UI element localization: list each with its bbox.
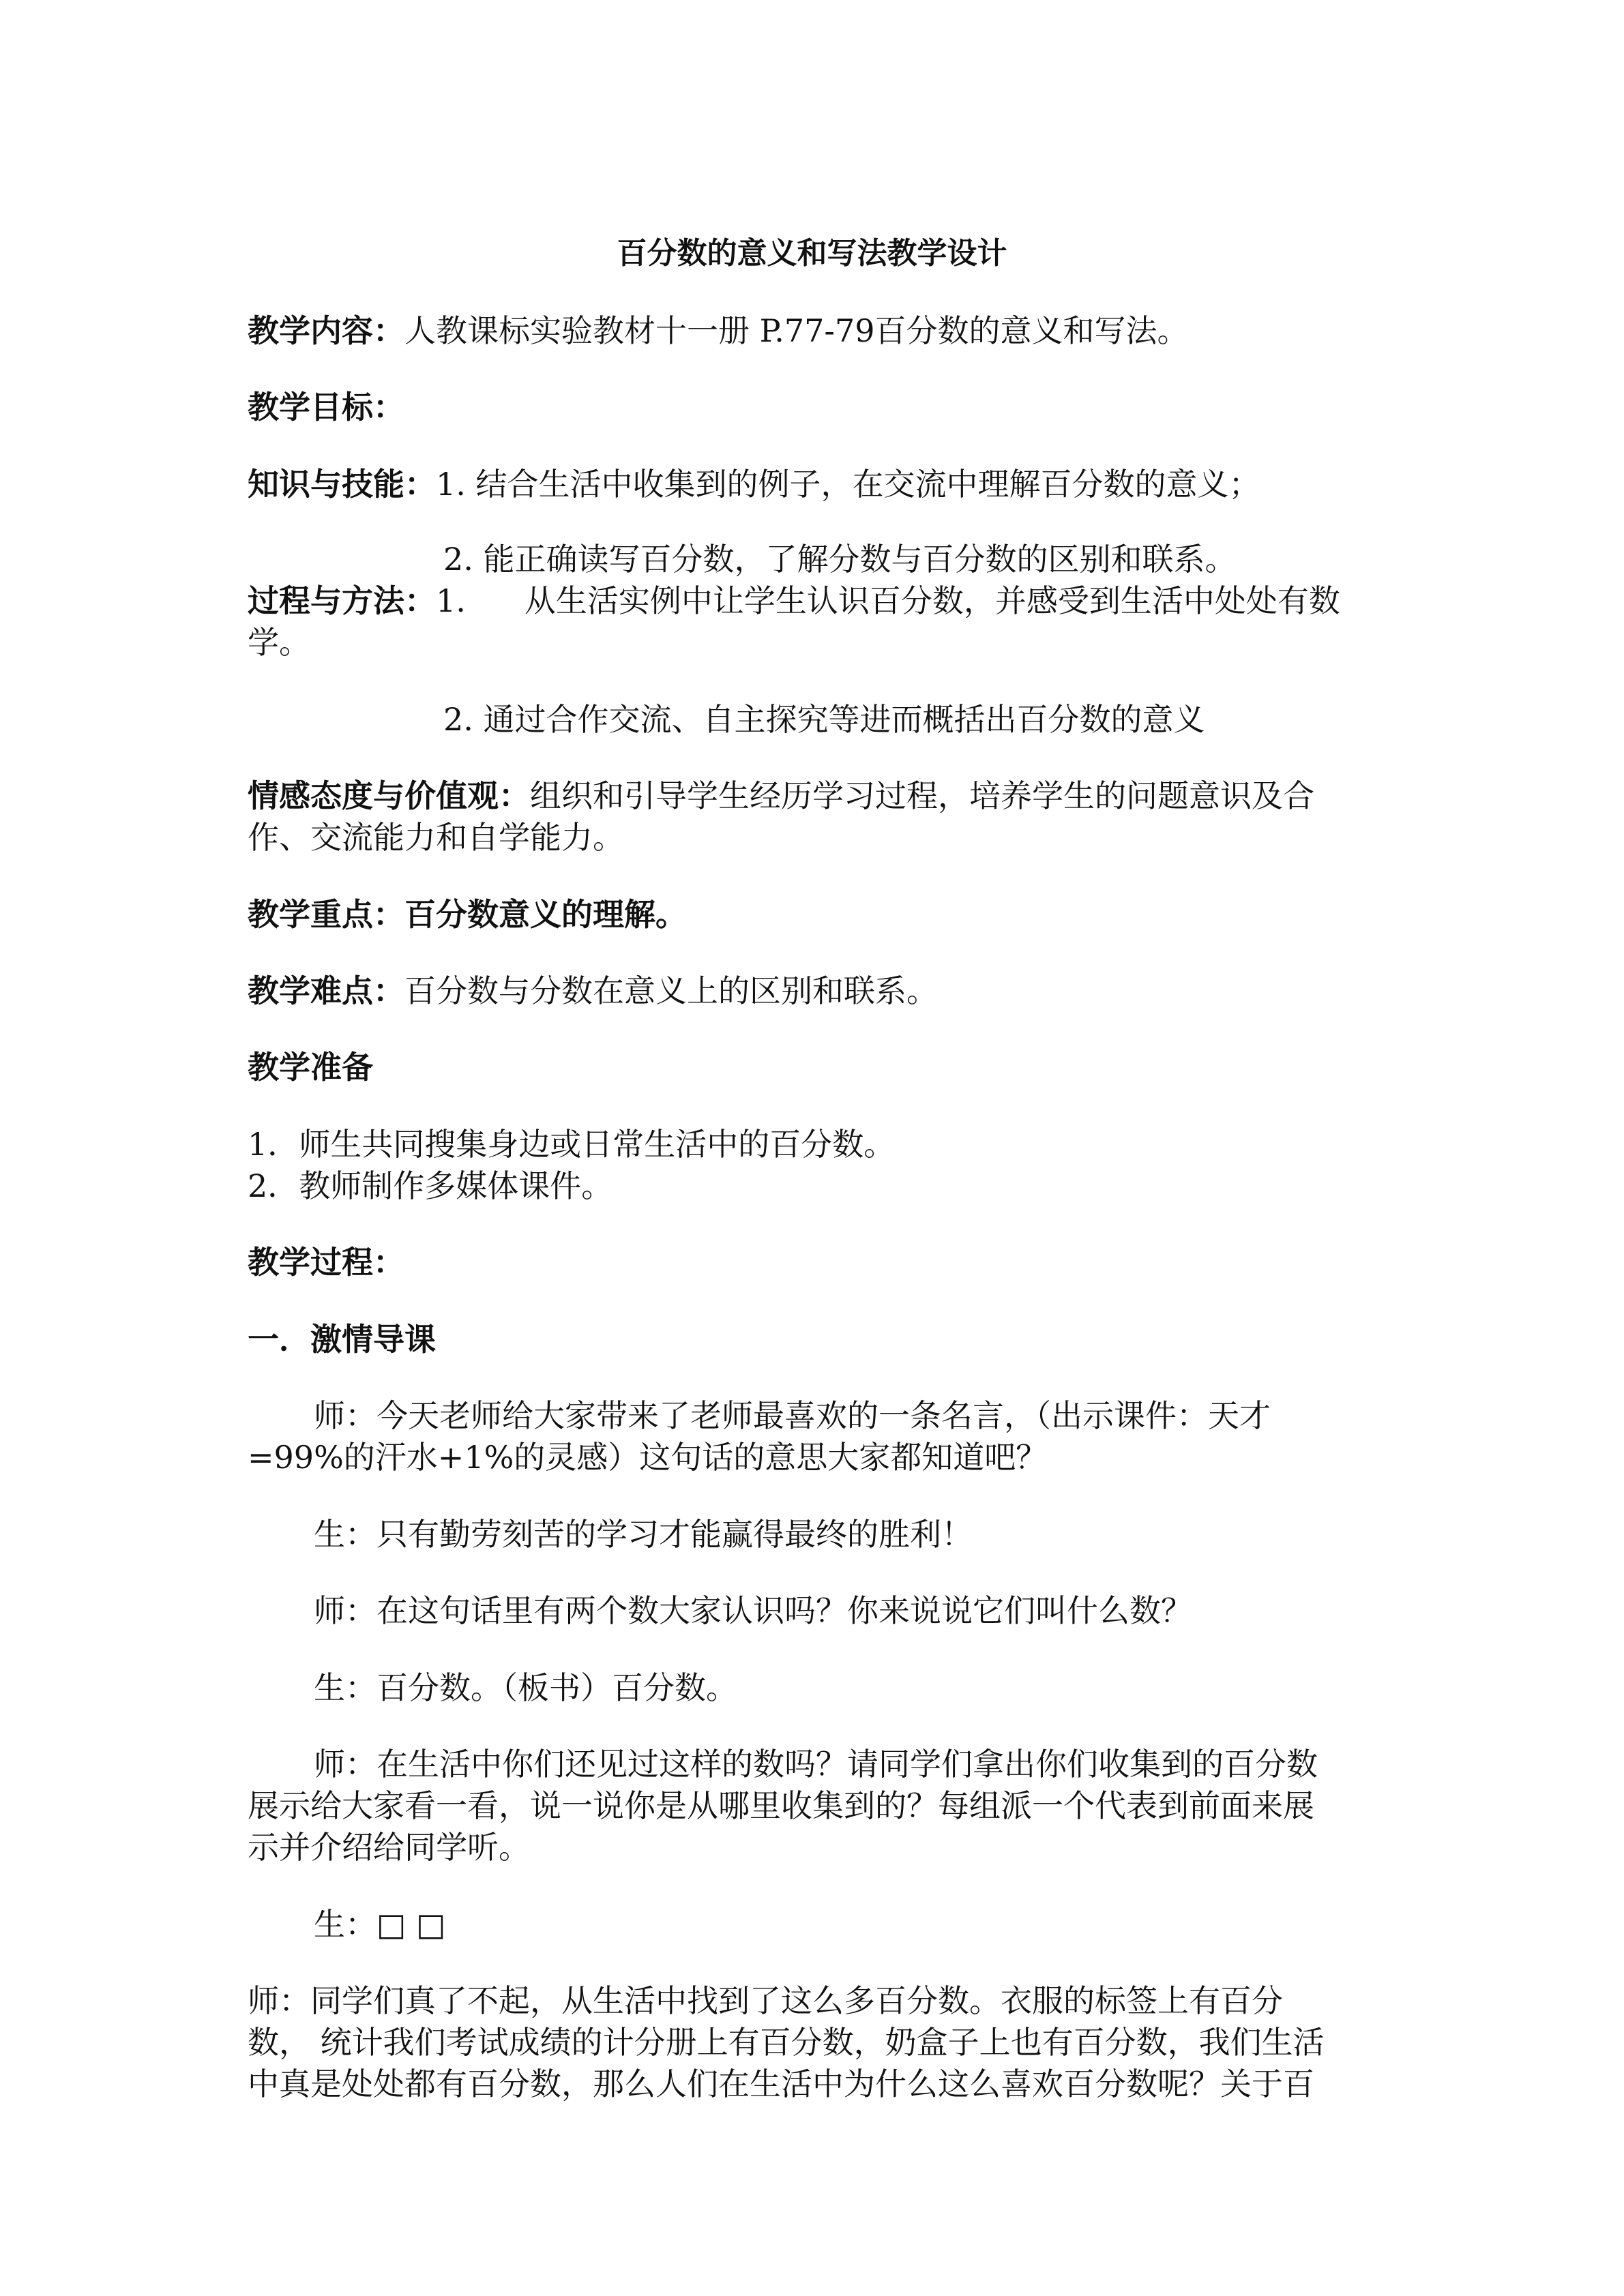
dialogue-paragraph-3: 师：在这句话里有两个数大家认识吗？你来说说它们叫什么数？ bbox=[314, 1592, 1192, 1629]
emotion-values bbox=[248, 775, 1393, 816]
emotion-values-label: 情感态度与价值观： bbox=[248, 777, 530, 814]
key-point-text: 百分数意义的理解。 bbox=[404, 896, 687, 933]
section-1-heading: 一．激情导课 bbox=[248, 1321, 436, 1358]
process-heading: 教学过程： bbox=[248, 1244, 404, 1281]
dialogue-paragraph-6: 生：□ □ bbox=[314, 1906, 446, 1943]
teaching-content-text: 人教课标实验教材十一册 P.77-79百分数的意义和写法。 bbox=[404, 312, 1189, 349]
objectives-heading: 教学目标： bbox=[248, 389, 404, 426]
dialogue-paragraph-1: 师：今天老师给大家带来了老师最喜欢的一条名言，（出示课件：天才 bbox=[314, 1397, 1271, 1434]
knowledge-skills-item-2: 2. 能正确读写百分数，了解分数与百分数的区别和联系。 bbox=[443, 541, 1237, 578]
dialogue-paragraph-4: 生：百分数。（板书）百分数。 bbox=[314, 1669, 737, 1706]
emotion-values-text: 组织和引导学生经历学习过程，培养学生的问题意识及合 bbox=[530, 777, 1314, 814]
dialogue-paragraph-7-line-3: 中真是处处都有百分数，那么人们在生活中为什么这么喜欢百分数呢？关于百 bbox=[248, 2066, 1314, 2102]
preparation-heading: 教学准备 bbox=[248, 1049, 373, 1086]
dialogue-paragraph-5-line-2: 展示给大家看一看，说一说你是从哪里收集到的？每组派一个代表到前面来展 bbox=[248, 1787, 1314, 1824]
process-methods-item-2: 2. 通过合作交流、自主探究等进而概括出百分数的意义 bbox=[443, 701, 1205, 738]
process-methods-item-1-continued: 学。 bbox=[248, 624, 310, 661]
knowledge-skills bbox=[248, 464, 1393, 505]
difficulty-text: 百分数与分数在意义上的区别和联系。 bbox=[404, 972, 938, 1009]
knowledge-skills-item-1: 1. 结合生活中收集到的例子，在交流中理解百分数的意义； bbox=[436, 466, 1260, 503]
difficulty bbox=[248, 970, 1393, 1011]
dialogue-paragraph-7: 师：同学们真了不起，从生活中找到了这么多百分数。衣服的标签上有百分 bbox=[248, 1982, 1283, 2019]
dialogue-paragraph-7-line-2: 数， 统计我们考试成绩的计分册上有百分数，奶盒子上也有百分数，我们生活 bbox=[248, 2024, 1325, 2061]
document-title: 百分数的意义和写法教学设计 bbox=[617, 236, 1007, 271]
process-methods-item-1-text: 从生活实例中让学生认识百分数，并感受到生活中处处有数 bbox=[524, 582, 1340, 619]
difficulty-label: 教学难点： bbox=[248, 972, 404, 1009]
teaching-content-label: 教学内容： bbox=[248, 312, 404, 349]
key-point bbox=[248, 894, 1393, 935]
preparation-item-1: 1．师生共同搜集身边或日常生活中的百分数。 bbox=[248, 1126, 896, 1163]
dialogue-paragraph-5-line-3: 示并介绍给同学听。 bbox=[248, 1829, 530, 1866]
process-methods-label: 过程与方法： bbox=[248, 582, 436, 619]
process-methods bbox=[248, 580, 1393, 621]
teaching-content bbox=[248, 310, 1393, 351]
knowledge-skills-label: 知识与技能： bbox=[248, 466, 436, 503]
key-point-label: 教学重点： bbox=[248, 896, 404, 933]
preparation-item-2: 2．教师制作多媒体课件。 bbox=[248, 1167, 613, 1204]
process-methods-item-1-number: 1. bbox=[436, 582, 466, 619]
dialogue-paragraph-5: 师：在生活中你们还见过这样的数吗？请同学们拿出你们收集到的百分数 bbox=[314, 1746, 1318, 1783]
emotion-values-continued: 作、交流能力和自学能力。 bbox=[248, 819, 624, 856]
dialogue-paragraph-2: 生：只有勤劳刻苦的学习才能赢得最终的胜利！ bbox=[314, 1516, 973, 1553]
dialogue-paragraph-1-line-2: =99%的汗水+1%的灵感）这句话的意思大家都知道吧？ bbox=[248, 1439, 1048, 1476]
